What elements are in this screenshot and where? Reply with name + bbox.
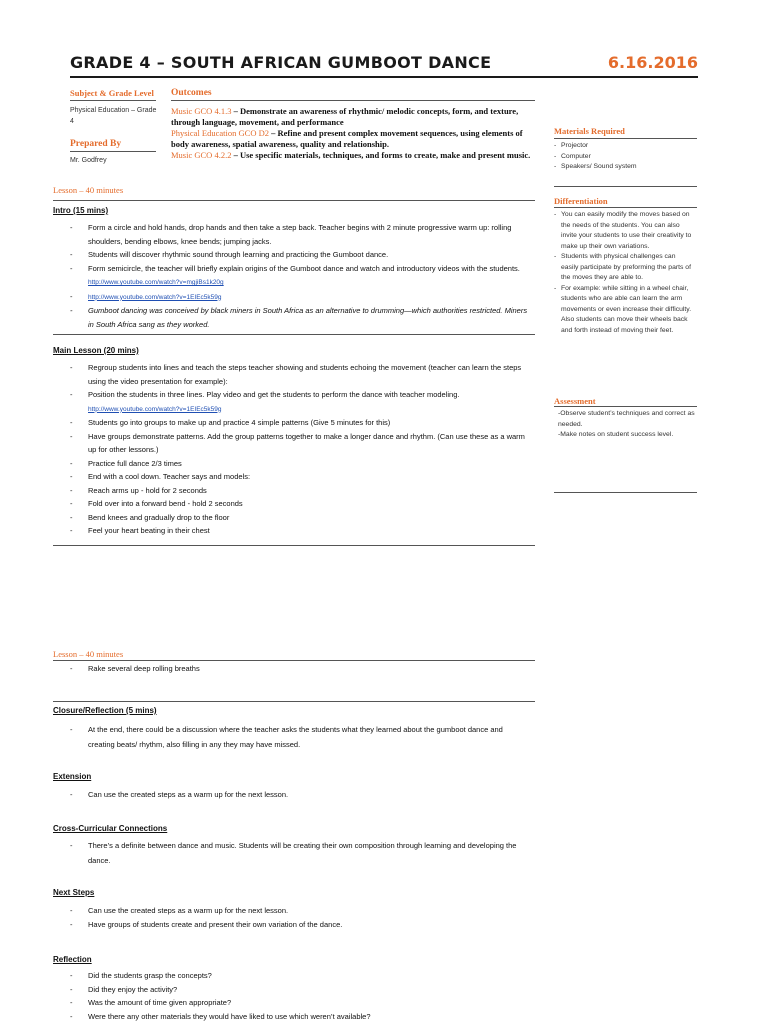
lesson-duration-label: Lesson – 40 minutes xyxy=(53,649,124,659)
reflection-heading: Reflection xyxy=(53,955,92,964)
list-item xyxy=(70,290,530,305)
assessment-item: -Make notes on student success level. xyxy=(558,431,674,438)
lesson-duration-label: Lesson – 40 minutes xyxy=(53,185,124,195)
list-item: - Fold over into a forward bend - hold 2 seconds xyxy=(70,497,530,511)
divider xyxy=(171,100,535,101)
outcome-item: Physical Education GCO D2 – Refine and present complex movement sequences, using elements of body awareness, spatial awareness, quality and relationship. xyxy=(171,128,523,149)
divider xyxy=(554,207,697,208)
list-item: - Reach arms up - hold for 2 seconds xyxy=(70,484,530,498)
divider xyxy=(70,100,156,101)
intro-heading: Intro (15 mins) xyxy=(53,206,109,215)
main-lesson-list xyxy=(70,361,530,538)
list-item: - Practice full dance 2/3 times xyxy=(70,457,530,471)
divider xyxy=(53,701,535,702)
list-item: - Was the amount of time given appropriate? xyxy=(70,996,530,1010)
reflection-list xyxy=(70,969,530,1023)
list-item: - Can use the created steps as a warm up for the next lesson. xyxy=(70,788,530,802)
list-item: - Did the students grasp the concepts? xyxy=(70,969,530,983)
lesson-date: 6.16.2016 xyxy=(607,53,698,72)
list-item: - Regroup students into lines and teach the steps teacher showing and students echoing the movement (teacher can learn the steps using the video presentation for example): xyxy=(70,361,530,388)
prepared-label: Prepared By xyxy=(70,139,122,149)
header-rule xyxy=(70,76,698,78)
outcomes-list xyxy=(171,106,541,161)
subject-label: Subject & Grade Level xyxy=(70,88,154,98)
divider xyxy=(554,138,697,139)
materials-list xyxy=(554,141,697,173)
page2-first-list xyxy=(70,662,530,676)
divider xyxy=(554,186,697,187)
list-item: - Students go into groups to make up and practice 4 simple patterns (Give 5 minutes for this) xyxy=(70,416,530,430)
materials-label: Materials Required xyxy=(554,126,625,136)
list-item: - Form semicircle, the teacher will briefly explain origins of the Gumboot dance and watch and introductory videos with the students. http://www.youtube.com/watch?v=mgjiBs1k20g xyxy=(70,262,530,290)
outcome-item: Music GCO 4.2.2 – Use specific materials, techniques, and forms to create, make and present music. xyxy=(171,150,531,160)
differentiation-list xyxy=(554,210,694,336)
list-item: - Gumboot dancing was conceived by black miners in South Africa as an alternative to drumming—which authorities restricted. Miners in South Africa sang as they worked. xyxy=(70,304,530,331)
extension-heading: Extension xyxy=(53,772,92,781)
list-item: - Bend knees and gradually drop to the floor xyxy=(70,511,530,525)
list-item: - Have groups demonstrate patterns. Add the group patterns together to make a longer dance and rhythm. (Can use these as a warm up for other lessons.) xyxy=(70,430,530,457)
list-item: - Have groups of students create and present their own variation of the dance. xyxy=(70,918,530,932)
intro-list xyxy=(70,221,530,331)
video-link[interactable]: http://www.youtube.com/watch?v=mgjiBs1k20g xyxy=(88,279,224,286)
list-item: - Did they enjoy the activity? xyxy=(70,983,530,997)
divider xyxy=(554,492,697,493)
list-item: - Students will discover rhythmic sound through learning and practicing the Gumboot dance. xyxy=(70,248,530,262)
list-item: - You can easily modify the moves based on the needs of the students. You can also invite your students to use their creativity to make up their own variations. xyxy=(554,210,694,252)
list-item: - Feel your heart beating in their chest xyxy=(70,524,530,538)
closure-heading: Closure/Reflection (5 mins) xyxy=(53,706,157,715)
list-item: - Projector xyxy=(554,141,697,152)
list-item: - At the end, there could be a discussion where the teacher asks the students what they learned about the gumboot dance and creating beats/ rhythm, also filling in any they may have missed. xyxy=(70,722,510,752)
outcomes-label: Outcomes xyxy=(171,88,212,98)
cross-curricular-heading: Cross-Curricular Connections xyxy=(53,824,168,833)
assessment-item: -Observe student’s techniques and correct as needed. xyxy=(558,410,695,428)
divider xyxy=(53,200,535,201)
list-item: - Were there any other materials they would have liked to use which weren’t available? xyxy=(70,1010,530,1024)
prepared-value: Mr. Godfrey xyxy=(70,157,107,164)
list-item: - Rake several deep rolling breaths xyxy=(70,662,530,676)
video-link[interactable]: http://www.youtube.com/watch?v=1EIEc5k59g xyxy=(88,405,222,413)
outcome-item: Music GCO 4.1.3 – Demonstrate an awareness of rhythmic/ melodic concepts, form, and texture, through language, movement, and performance xyxy=(171,106,519,127)
list-item: - Students with physical challenges can easily participate by preforming the parts of the moves they are able to. xyxy=(554,252,694,284)
list-item: - Computer xyxy=(554,152,697,163)
differentiation-label: Differentiation xyxy=(554,196,608,206)
divider xyxy=(53,334,535,335)
list-item: - Form a circle and hold hands, drop hands and then take a step back. Teacher begins with 2 minute progressive warm up: rolling shoulders, bending elbows, knee bends; jumping jacks. xyxy=(70,221,530,248)
divider xyxy=(53,660,535,661)
assessment-label: Assessment xyxy=(554,396,596,406)
main-lesson-heading: Main Lesson (20 mins) xyxy=(53,346,139,355)
list-item: - Can use the created steps as a warm up for the next lesson. xyxy=(70,904,530,918)
divider xyxy=(554,406,697,407)
list-item: - Speakers/ Sound system xyxy=(554,162,697,173)
next-steps-list xyxy=(70,904,530,931)
assessment-list xyxy=(558,409,698,441)
list-item: - There’s a definite between dance and music. Students will be creating their own composition through learning and developing the dance. xyxy=(70,838,526,868)
next-steps-heading: Next Steps xyxy=(53,888,95,897)
subject-value: Physical Education – Grade 4 xyxy=(70,107,157,125)
divider xyxy=(70,151,156,152)
closure-list xyxy=(70,722,510,752)
page-title: GRADE 4 – SOUTH AFRICAN GUMBOOT DANCE xyxy=(70,53,492,72)
list-item: - Position the students in three lines. Play video and get the students to perform the dance with teacher modeling. http://www.youtube.com/watch?v=1EIEc5k59g xyxy=(70,388,530,416)
divider xyxy=(53,545,535,546)
extension-list xyxy=(70,788,530,802)
list-item: - For example: while sitting in a wheel chair, students who are able can learn the arm movements or even increase their difficulty. Also students can move their wheels back and forth instead of moving their feet. xyxy=(554,284,694,337)
cross-curricular-list xyxy=(70,838,526,868)
video-link[interactable]: http://www.youtube.com/watch?v=1EIEc5k59g xyxy=(88,293,222,301)
list-item: - End with a cool down. Teacher says and models: xyxy=(70,470,530,484)
